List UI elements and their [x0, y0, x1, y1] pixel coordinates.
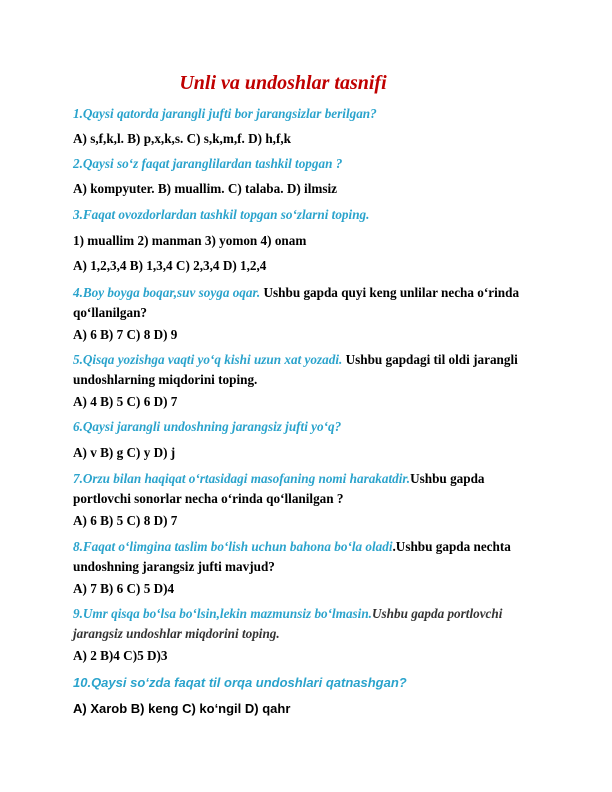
answers-1: A) s,f,k,l. B) p,x,k,s. C) s,k,m,f. D) h,f,k — [73, 131, 291, 146]
question-9-text: 9.Umr qisqa bo‘lsa bo‘lsin,lekin mazmunsiz bo‘lmasin. — [73, 606, 372, 621]
question-10: 10.Qaysi so‘zda faqat til orqa undoshlari qatnashgan? — [73, 675, 407, 690]
answers-5: A) 4 B) 5 C) 6 D) 7 — [73, 394, 178, 409]
question-4 — [73, 283, 543, 323]
answers-2: A) kompyuter. B) muallim. C) talaba. D) ilmsiz — [73, 181, 337, 196]
question-8-text: 8.Faqat o‘limgina taslim bo‘lish uchun bahona bo‘la oladi — [73, 539, 393, 554]
answers-9: A) 2 B)4 C)5 D)3 — [73, 648, 168, 663]
question-7-text: 7.Orzu bilan haqiqat o‘rtasidagi masofaning nomi harakatdir. — [73, 471, 411, 486]
answers-10: A) Xarob B) keng C) ko‘ngil D) qahr — [73, 701, 291, 716]
question-5-text: 5.Qisqa yozishga vaqti yo‘q kishi uzun xat yozadi. — [73, 352, 343, 367]
answers-8: A) 7 B) 6 C) 5 D)4 — [73, 581, 175, 596]
question-5-instruction: Ushbu gapdagi til oldi jarangli undoshlarning miqdorini toping. — [73, 352, 518, 387]
answers-4: A) 6 B) 7 C) 8 D) 9 — [73, 327, 178, 342]
question-7-instruction: Ushbu gapda portlovchi sonorlar necha o‘rinda qo‘llanilgan ? — [73, 471, 485, 506]
question-3: 3.Faqat ovozdorlardan tashkil topgan so‘zlarni toping. — [73, 207, 370, 222]
question-6: 6.Qaysi jarangli undoshning jarangsiz jufti yo‘q? — [73, 419, 342, 434]
question-4-instruction: Ushbu gapda quyi keng unlilar necha o‘rinda qo‘llanilgan? — [73, 285, 520, 320]
question-1: 1.Qaysi qatorda jarangli jufti bor jarangsizlar berilgan? — [73, 106, 377, 121]
question-9 — [73, 604, 553, 644]
question-8-instruction: .Ushbu gapda nechta undoshning jarangsiz jufti mavjud? — [73, 539, 511, 574]
question-9-instruction: Ushbu gapda portlovchi jarangsiz undoshlar miqdorini toping. — [73, 606, 503, 641]
answers-7: A) 6 B) 5 C) 8 D) 7 — [73, 513, 178, 528]
options-3: 1) muallim 2) manman 3) yomon 4) onam — [73, 233, 307, 248]
question-7 — [73, 469, 543, 509]
question-2: 2.Qaysi so‘z faqat jaranglilardan tashkil topgan ? — [73, 156, 343, 171]
page-title: Unli va undoshlar tasnifi — [179, 72, 387, 94]
answers-3: A) 1,2,3,4 B) 1,3,4 C) 2,3,4 D) 1,2,4 — [73, 258, 267, 273]
question-4-text: 4.Boy boyga boqar,suv soyga oqar. — [73, 285, 261, 300]
question-5 — [73, 350, 543, 390]
question-8 — [73, 537, 553, 577]
answers-6: A) v B) g C) y D) j — [73, 445, 176, 460]
